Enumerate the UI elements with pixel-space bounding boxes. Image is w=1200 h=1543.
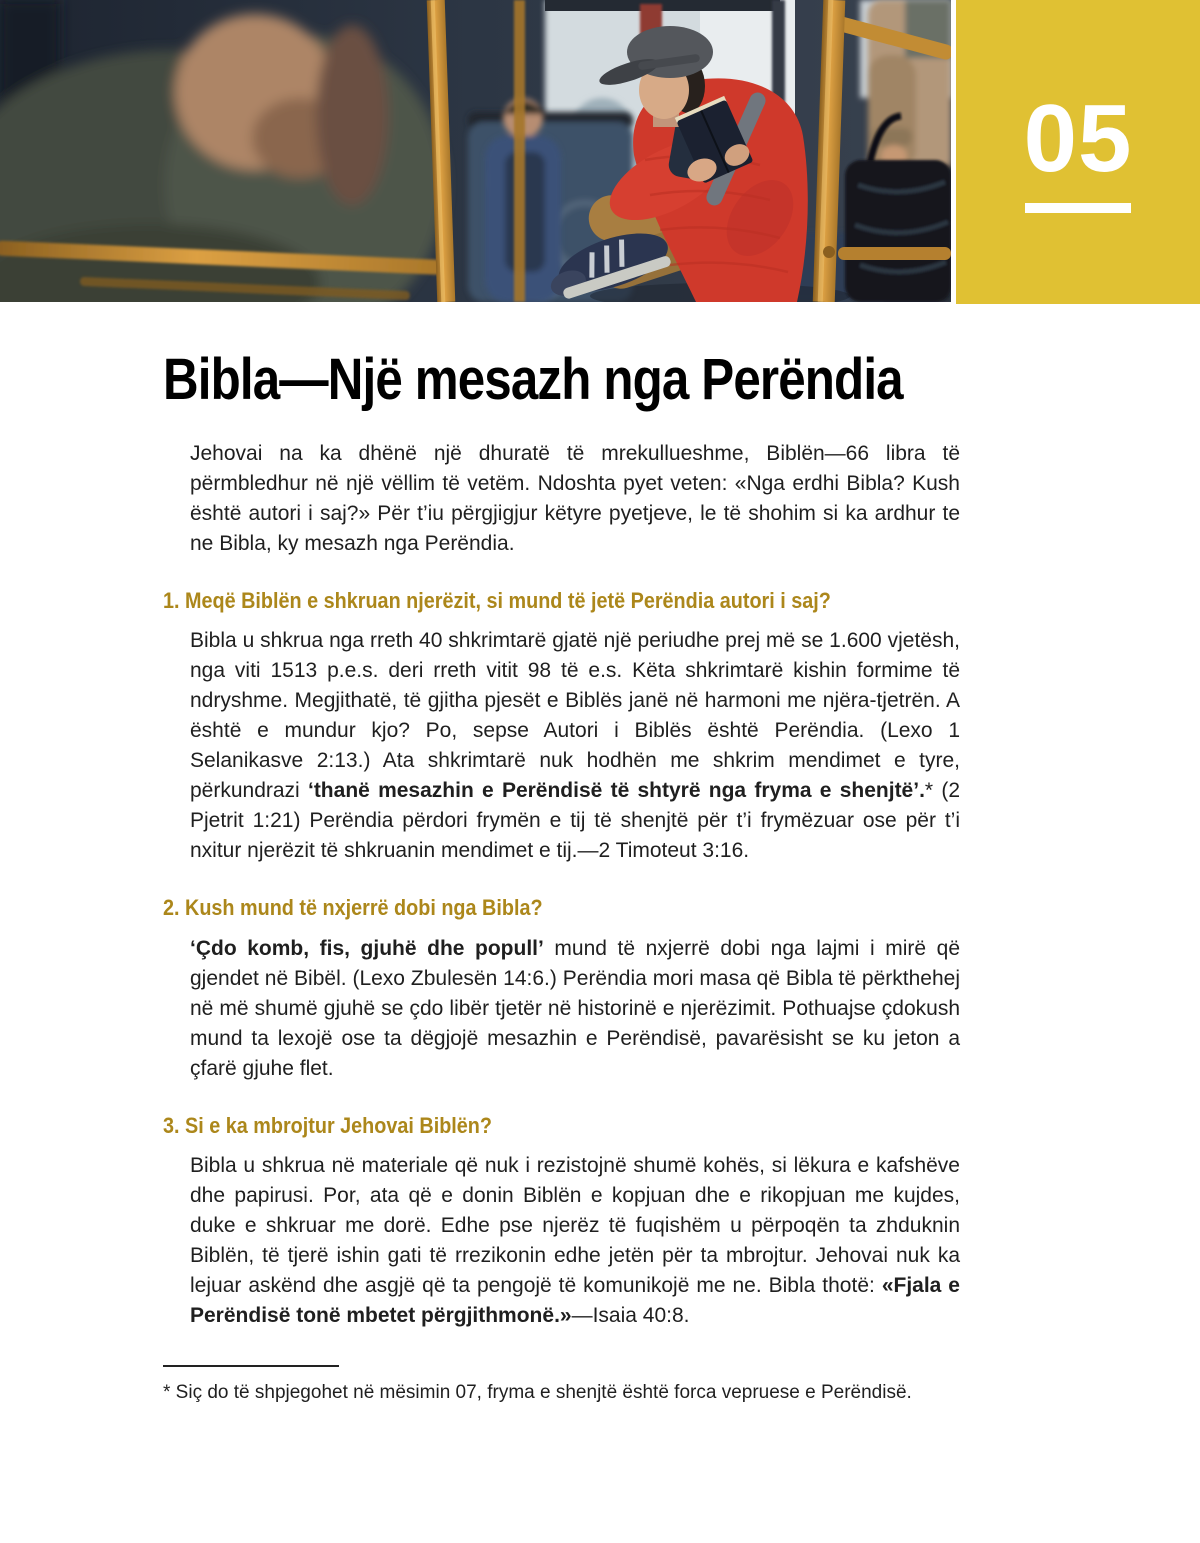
- question-2: 2. Kush mund të nxjerrë dobi nga Bibla?: [163, 895, 543, 921]
- bus-scene-illustration: [0, 0, 951, 302]
- section-1: [0, 587, 1200, 867]
- paragraph-1: [190, 626, 960, 866]
- section-3: [0, 1112, 1200, 1332]
- lesson-content: [0, 304, 1200, 1405]
- intro-paragraph: Jehovai na ka dhënë një dhuratë të mrekullueshme, Biblën—66 libra të përmbledhur në një vëllim të vetëm. Ndoshta pyet veten: «Nga erdhi Bibla? Kush është autori i saj?» Për t’iu përgjigjur këtyre pyetjeve, le të shohim si ka ardhur te ne Bibla, ky mesazh nga Perëndia.: [190, 441, 960, 555]
- lesson-number: 05: [1023, 85, 1133, 192]
- paragraph-2: [190, 934, 960, 1084]
- lesson-number-underline: [1025, 203, 1131, 213]
- paragraph-3: [190, 1151, 960, 1331]
- paragraph-1-text-after: * (2 Pjetrit 1:21) Perëndia përdori frymën e tij të shenjtë për t’i frymëzuar ose për t’i nxitur njerëzit të shkruanin mendimet e tij.—2 Timoteut 3:16.: [190, 779, 961, 863]
- paragraph-2-text: mund të nxjerrë dobi nga lajmi i mirë që gjendet në Bibël. (Lexo Zbulesën 14:6.) Perëndia mori masa që Bibla të përkthehej në më shumë gjuhë se çdo libër tjetër në historinë e njerëzimit. Pothuajse çdokush mund ta lexojë ose ta dëgjojë mesazhin e Perëndisë, pavarësisht se ku jeton a çfarë gjuhe flet.: [190, 936, 961, 1080]
- paragraph-2-scripture-quote: ‘Çdo komb, fis, gjuhë dhe popull’: [190, 936, 544, 960]
- paragraph-3-scripture-quote: «Fjala e Perëndisë tonë mbetet përgjithmonë.»: [190, 1274, 960, 1328]
- paragraph-1-scripture-quote: ‘thanë mesazhin e Perëndisë të shtyrë nga fryma e shenjtë’.: [307, 779, 925, 803]
- hero-photo: [0, 0, 951, 302]
- hero: [0, 0, 1200, 304]
- paragraph-3-text: Bibla u shkrua në materiale që nuk i rezistojnë shumë kohës, si lëkura e kafshëve dhe papirusi. Por, ata që e donin Biblën e kopjuan dhe e rikopjuan me kujdes, duke e shkruar me dorë. Edhe pse njerëz të fuqishëm u përpoqën ta zhduknin Biblën, të tjerë ishin gati të rrezikonin edhe jetën për ta mbrojtur. Jehovai nuk ka lejuar askënd dhe asgjë që ta pengojë të komunikojë me ne. Bibla thotë:: [190, 1154, 960, 1298]
- section-2: [0, 894, 1200, 1084]
- question-1: 1. Meqë Biblën e shkruan njerëzit, si mund të jetë Perëndia autori i saj?: [163, 587, 831, 613]
- page-title: Bibla—Një mesazh nga Perëndia: [163, 347, 903, 412]
- paragraph-1-text: Bibla u shkrua nga rreth 40 shkrimtarë gjatë një periudhe prej më se 1.600 vjetësh, nga viti 1513 p.e.s. deri rreth vitit 98 të e.s. Këta shkrimtarë kishin formime të ndryshme. Megjithatë, të gjitha pjesët e Biblës janë në harmoni me njëra-tjetrën. A është e mundur kjo? Po, sepse Autori i Biblës është Perëndia. (Lexo 1 Selanikasve 2:13.) Ata shkrimtarë nuk hodhën me shkrim mendimet e tyre, përkundrazi: [190, 629, 960, 803]
- paragraph-3-citation: —Isaia 40:8.: [571, 1304, 690, 1328]
- footnote-rule: [163, 1365, 339, 1367]
- question-3: 3. Si e ka mbrojtur Jehovai Biblën?: [163, 1112, 492, 1138]
- lesson-badge: [956, 0, 1200, 304]
- footnote-area: [0, 1365, 1200, 1405]
- footnote: * Siç do të shpjegohet në mësimin 07, fryma e shenjtë është forca vepruese e Perëndisë.: [163, 1382, 912, 1404]
- grab-pole-mid: [514, 0, 525, 302]
